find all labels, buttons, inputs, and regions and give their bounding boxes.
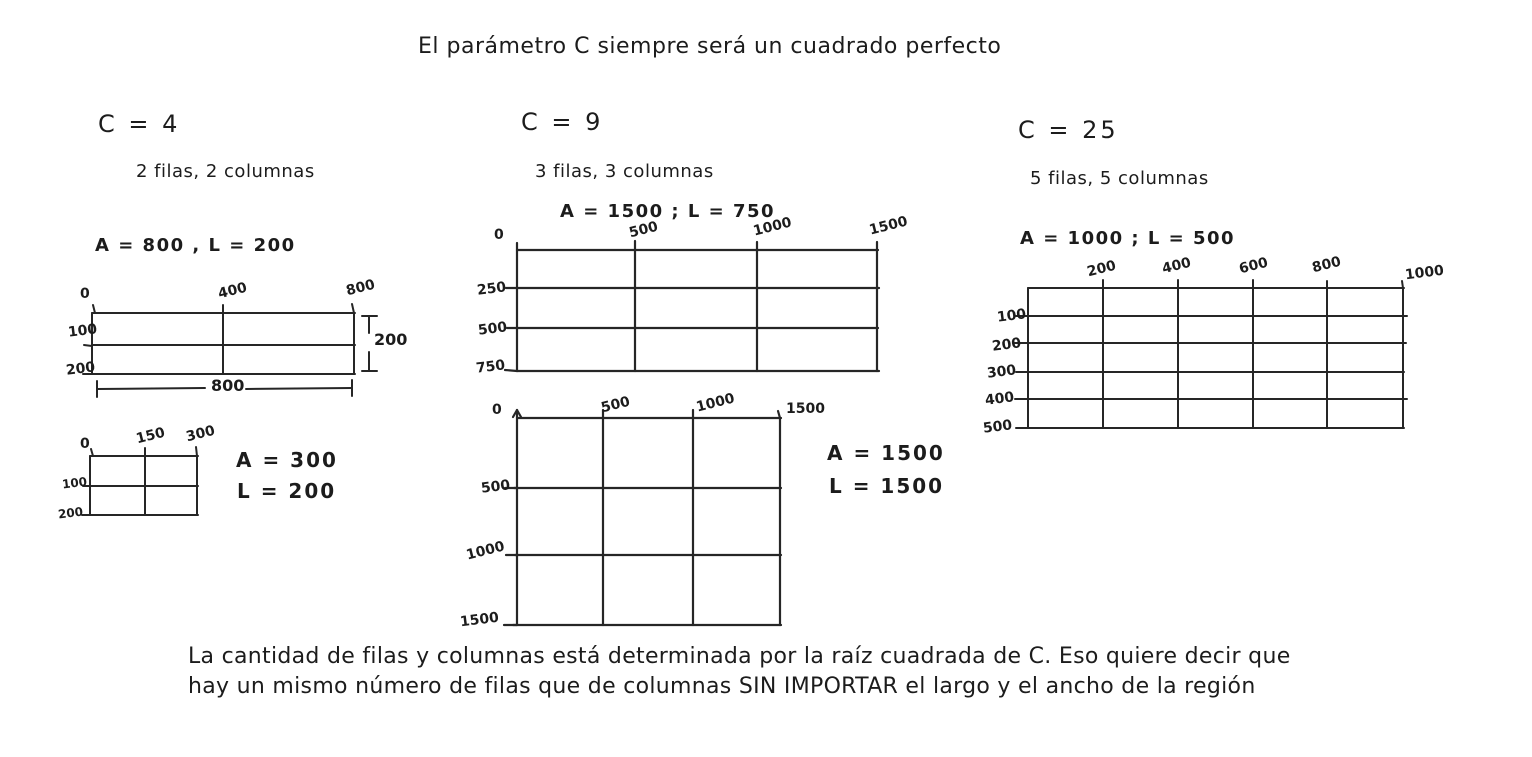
y-tick-label: 400 (984, 389, 1016, 409)
length-label: L = 1500 (829, 474, 945, 498)
section-params-c25: A = 1000 ; L = 500 (1020, 228, 1236, 249)
y-tick-label: 250 (476, 279, 508, 299)
x-tick-label: 600 (1237, 254, 1270, 278)
x-tick-label: 0 (494, 227, 504, 243)
page-title: El parámetro C siempre será un cuadrado perfecto (418, 34, 1002, 59)
x-tick-label: 0 (80, 436, 90, 452)
section-subheading-c4: 2 filas, 2 columnas (136, 161, 315, 182)
x-tick-label: 800 (1310, 253, 1343, 277)
section-subheading-c25: 5 filas, 5 columnas (1030, 168, 1209, 189)
figure-grid300 (82, 447, 198, 515)
y-tick-label: 200 (65, 359, 97, 379)
x-tick-label: 500 (599, 393, 632, 417)
section-heading-c25: C = 25 (1018, 116, 1119, 144)
y-tick-label: 750 (475, 357, 507, 377)
x-tick-label: 500 (627, 218, 660, 242)
x-tick-label: 1500 (786, 401, 825, 417)
y-tick-label: 1000 (464, 538, 507, 564)
x-tick-label: 150 (134, 424, 167, 448)
x-tick-label: 1000 (751, 214, 794, 240)
x-tick-label: 400 (216, 279, 249, 303)
x-tick-label: 0 (80, 286, 90, 302)
figure-grid1000 (1015, 280, 1407, 428)
length-label: L = 200 (237, 479, 337, 503)
height-dimension-label: 200 (374, 330, 408, 349)
footer-line-1: La cantidad de filas y columnas está determinada por la raíz cuadrada de C. Eso quiere decir que (188, 644, 1291, 669)
figure-grid1500b (504, 410, 781, 625)
section-params-c9: A = 1500 ; L = 750 (560, 201, 776, 222)
x-tick-label: 400 (1160, 254, 1193, 278)
area-label: A = 1500 (827, 441, 945, 465)
area-label: A = 300 (236, 448, 338, 472)
x-tick-label: 300 (184, 422, 217, 446)
x-tick-label: 1000 (1404, 262, 1445, 284)
y-tick-label: 500 (477, 319, 509, 339)
section-subheading-c9: 3 filas, 3 columnas (535, 161, 714, 182)
x-tick-label: 1500 (867, 213, 910, 239)
width-dimension-label: 800 (211, 376, 245, 395)
x-tick-label: 200 (1085, 257, 1118, 281)
y-tick-label: 1500 (459, 609, 500, 631)
y-tick-label: 500 (480, 477, 512, 497)
y-tick-label: 300 (986, 362, 1018, 382)
y-tick-label: 100 (996, 306, 1028, 326)
y-tick-label: 200 (57, 504, 84, 522)
y-tick-label: 100 (61, 474, 88, 492)
footer-line-2: hay un mismo número de filas que de columnas SIN IMPORTAR el largo y el ancho de la región (188, 674, 1256, 699)
section-params-c4: A = 800 , L = 200 (95, 235, 296, 256)
x-tick-label: 1000 (694, 390, 737, 416)
section-heading-c9: C = 9 (521, 108, 604, 136)
y-tick-label: 500 (982, 417, 1014, 437)
y-tick-label: 200 (991, 335, 1023, 355)
x-tick-label: 800 (344, 276, 377, 300)
figure-grid1500a (505, 241, 879, 371)
y-tick-label: 100 (67, 321, 99, 341)
section-heading-c4: C = 4 (98, 110, 181, 138)
x-tick-label: 0 (492, 402, 502, 418)
